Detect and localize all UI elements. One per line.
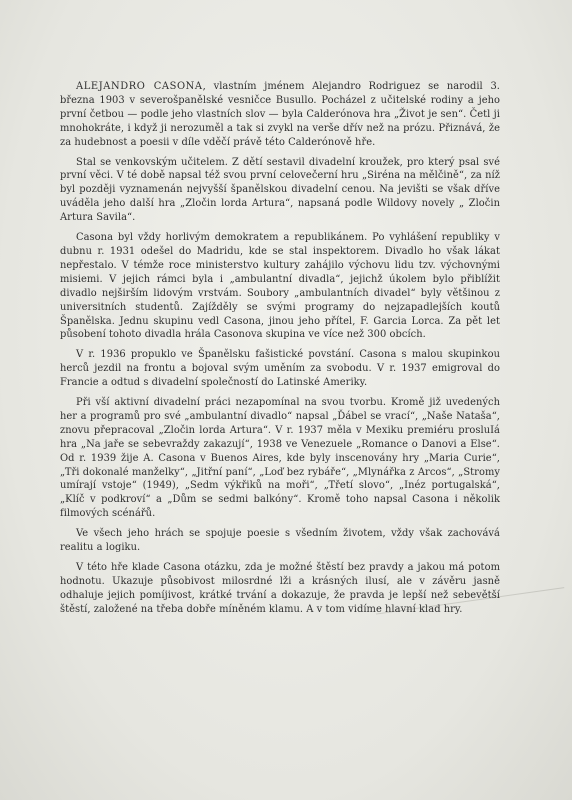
- paragraph-7: V této hře klade Casona otázku, zda je možné štěstí bez pravdy a jakou má potom hodnotu. Ukazuje působivost milosrdné lži a krásných ilusí, ale v závěru jasně odhaluje jejich pomíjivost, krátké trvání a dokazuje, že pravda je lepší než sebevětší štěstí, založené na třeba dobře míněném klamu. A v tom vidíme hlavní klad hry.: [60, 562, 500, 615]
- paragraph-5: Při vší aktivní divadelní práci nezapomínal na svou tvorbu. Kromě již uvedených her a programů pro své „ambulantní divadlo“ napsal „Ďábel se vrací“, „Naše Nataša“, znovu přepracoval „Zločin lorda Artura“. V r. 1937 měla v Mexiku premiéru prosluIá hra „Na jaře se sebevraždy zakazují“, 1938 ve Venezuele „Romance o Danovi a Else“. Od r. 1939 žije A. Casona v Buenos Aires, kde byly inscenovány hry „Maria Curie“, „Tři dokonalé manželky“, „Jitřní paní“, „Loď bez rybáře“, „Mlynářka z Arcos“, „Stromy umírají vstoje“ (1949), „Sedm výkřiků na moři“, „Třetí slovo“, „Inéz portugalská“, „Klíč v podkroví“ a „Dům se sedmi balkóny“. Kromě toho napsal Casona i několik filmových scénářů.: [60, 397, 500, 520]
- paragraph-3: Casona byl vždy horlivým demokratem a republikánem. Po vyhlášení republiky v dubnu r. 1931 odešel do Madridu, kde se stal inspektorem. Divadlo ho však lákat nepřestalo. V témže roce ministerstvo kultury zahájilo výchovu lidu tzv. výchovnými misiemi. V jejich rámci byla i „ambulantní divadla“, jejichž úkolem bylo přiblížit divadlo nejširším lidovým vrstvám. Soubory „ambulantních divadel“ byly většinou z universitních studentů. Zajížděly se svými programy do nejzapadlejších koutů Španělska. Jednu skupinu vedl Casona, jinou jeho přítel, F. Garcia Lorca. Za pět let působení tohoto divadla hrála Casonova skupina ve více než 300 obcích.: [60, 232, 500, 341]
- paragraph-4: V r. 1936 propuklo ve Španělsku fašistické povstání. Casona s malou skupinkou herců jezdil na frontu a bojoval svým uměním za svobodu. V r. 1937 emigroval do Francie a odtud s divadelní společností do Latinské Ameriky.: [60, 349, 500, 389]
- paragraph-1-text: , vlastním jménem Alejandro Rodriguez se narodil 3. března 1903 v severošpanělské vesničce Busullo. Pocházel z učitelské rodiny a jeho první četbou — podle jeho vlastních slov — byla Calderónova hra „Život je sen“. Četl ji mnohokráte, i když ji nerozuměl a tak si zvykl na verše dřív než na prózu. Přiznává, že za hudebnost a poesii v díle vděčí právě této Calderónově hře.: [60, 81, 501, 148]
- body-text: [60, 80, 500, 623]
- paragraph-1: [60, 80, 500, 150]
- author-name: ALEJANDRO CASONA: [76, 81, 203, 92]
- paragraph-6: Ve všech jeho hrách se spojuje poesie s všedním životem, vždy však zachovává realitu a logiku.: [60, 528, 500, 554]
- paragraph-2: Stal se venkovským učitelem. Z dětí sestavil divadelní kroužek, pro který psal své první věci. V té době napsal též svou první celovečerní hru „Siréna na mělčině“, za níž byl později vyznamenán nejvyšší španělskou divadelní cenou. Na jevišti se však dříve uváděla jeho další hra „Zločin lorda Artura“, napsaná podle Wildovy novely „ Zločin Artura Savila“.: [60, 156, 500, 224]
